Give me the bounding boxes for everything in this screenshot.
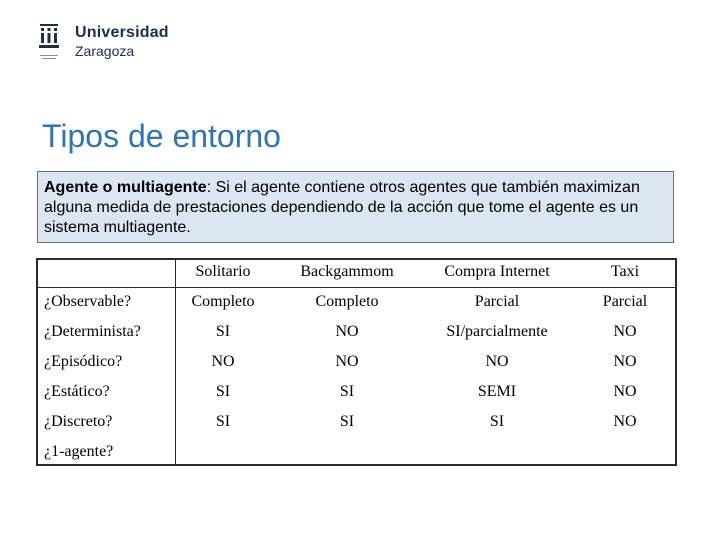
table-cell: SI <box>215 323 231 340</box>
table-cell: SI <box>339 383 355 400</box>
column-header-compra-internet: Compra Internet <box>444 263 550 280</box>
logo-subtitle: Zaragoza <box>75 43 135 59</box>
definition-term: Agente o multiagente <box>44 179 207 196</box>
table-header-divider <box>38 287 675 288</box>
table-cell: Completo <box>315 293 379 310</box>
row-label-discreto: ¿Discreto? <box>44 413 113 430</box>
column-header-backgammom: Backgammom <box>300 263 394 280</box>
column-header-solitario: Solitario <box>195 263 251 280</box>
table-cell: NO <box>485 353 509 370</box>
table-cell: SI <box>215 383 231 400</box>
column-header-taxi: Taxi <box>610 263 640 280</box>
table-cell: SI <box>215 413 231 430</box>
row-label-estatico: ¿Estático? <box>44 383 110 400</box>
table-cell: NO <box>613 383 637 400</box>
definition-text: : Si el agente contiene otros agentes que también maximizan alguna medida de prestaciones dependiendo de la acción que tome el agente es un sistema multiagente. <box>44 179 640 236</box>
row-label-1-agente: ¿1-agente? <box>44 443 114 460</box>
slide-title: Tipos de entorno <box>42 118 281 154</box>
university-crest-icon <box>38 22 60 62</box>
row-label-episodico: ¿Episódico? <box>44 353 123 370</box>
row-label-determinista: ¿Determinista? <box>44 323 141 340</box>
table-cell: SI <box>339 413 355 430</box>
table-cell: NO <box>613 323 637 340</box>
table-cell: Parcial <box>474 293 520 310</box>
table-cell: NO <box>335 353 359 370</box>
table-cell: NO <box>335 323 359 340</box>
table-cell: NO <box>211 353 235 370</box>
table-cell: Parcial <box>602 293 648 310</box>
definition-box <box>37 171 674 243</box>
table-cell: SI <box>489 413 505 430</box>
table-cell: SEMI <box>477 383 517 400</box>
table-cell: Completo <box>191 293 255 310</box>
table-cell: NO <box>613 413 637 430</box>
row-label-observable: ¿Observable? <box>44 293 132 310</box>
logo-title: Universidad <box>75 24 169 41</box>
table-cell: NO <box>613 353 637 370</box>
table-cell: SI/parcialmente <box>446 323 548 340</box>
university-logo <box>38 22 178 66</box>
table-row-label-divider <box>175 258 176 466</box>
